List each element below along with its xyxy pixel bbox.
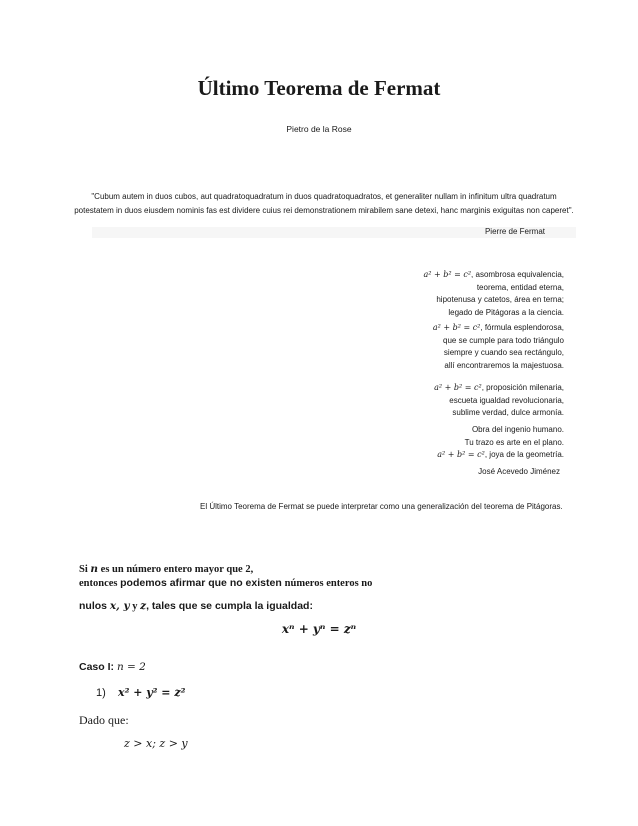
- poem-line: legado de Pitágoras a la ciencia.: [448, 307, 564, 317]
- variable-z: z: [140, 600, 147, 612]
- statement-text: , tales que se cumpla la igualdad:: [146, 600, 313, 612]
- poem-line: allí encontraremos la majestuosa.: [444, 360, 564, 370]
- case-1-item: [96, 686, 185, 699]
- inequality: z > x; z > y: [124, 737, 188, 750]
- case-label: Caso I:: [79, 661, 117, 673]
- statement-text: números enteros no: [284, 578, 373, 589]
- quote-attribution: Pierre de Fermat: [484, 227, 545, 236]
- poem-stanza-2: [304, 322, 564, 372]
- poem-line: Obra del ingenio humano.: [471, 425, 564, 434]
- statement-text: podemos afirmar que no existen: [120, 577, 285, 589]
- poem-stanza-4: [304, 424, 564, 462]
- dado-que-text: Dado que:: [79, 713, 129, 727]
- statement-line-2: [79, 577, 372, 589]
- document-title: Último Teorema de Fermat: [197, 76, 441, 100]
- item-number: 1): [96, 687, 106, 699]
- quote-line-2: potestatem in duos eiusdem nominis fas est dividere cuius rei demonstrationem mirabilem sane detexi, hanc marginis exiguitas non caperet".: [74, 206, 574, 215]
- statement-line-1: [79, 563, 253, 575]
- poem-line: Tu trazo es arte en el plano.: [464, 437, 564, 447]
- fermat-quote: [60, 190, 588, 218]
- pythagoras-equation: a² + b² = c²: [423, 270, 472, 279]
- statement-text: nulos: [79, 600, 110, 612]
- statement-text: entonces: [79, 578, 121, 589]
- poem-line: siempre y cuando sea rectángulo,: [443, 348, 564, 357]
- poem-stanza-1: [304, 269, 564, 319]
- fermat-equation: xⁿ + yⁿ = zⁿ: [281, 622, 357, 636]
- pythagoras-equation-bold: x² + y² = z²: [118, 686, 186, 699]
- poem-line: sublime verdad, dulce armonía.: [452, 408, 564, 417]
- poem-line: , proposición milenaria,: [481, 383, 564, 392]
- poem-line: teorema, entidad eterna,: [476, 282, 564, 292]
- poem-line: hipotenusa y catetos, área en terna;: [436, 295, 564, 304]
- figure-caption: El Último Teorema de Fermat se puede interpretar como una generalización del teorema de Pitágoras.: [200, 502, 563, 511]
- poem-line: , joya de la geometría.: [484, 450, 564, 459]
- poem-line: , fórmula esplendorosa,: [480, 323, 564, 332]
- statement-text: es un número entero mayor que 2,: [98, 564, 254, 575]
- case-value: n = 2: [116, 661, 146, 673]
- variable-n: n: [90, 563, 99, 575]
- statement-line-3: [79, 600, 313, 612]
- document-author: Pietro de la Rose: [286, 124, 352, 134]
- poem-line: que se cumple para todo triángulo: [443, 335, 564, 345]
- pythagoras-equation: a² + b² = c²: [432, 323, 481, 332]
- variables-x-y: x, y: [109, 600, 130, 612]
- statement-text: y: [129, 601, 141, 612]
- poem-stanza-3: [304, 382, 564, 420]
- pythagoras-equation: a² + b² = c²: [434, 383, 482, 392]
- pythagoras-equation: a² + b² = c²: [437, 450, 485, 459]
- quote-line-1: "Cubum autem in duos cubos, aut quadratoquadratum in duos quadratoquadratos, et generaliter nullam in infinitum ultra quadratum: [91, 192, 557, 201]
- statement-text: Si: [79, 564, 91, 575]
- case-1-heading: [79, 661, 146, 673]
- poem-author: José Acevedo Jiménez: [478, 467, 560, 476]
- poem-line: , asombrosa equivalencia,: [471, 270, 564, 279]
- poem-line: escueta igualdad revolucionaria,: [449, 395, 564, 405]
